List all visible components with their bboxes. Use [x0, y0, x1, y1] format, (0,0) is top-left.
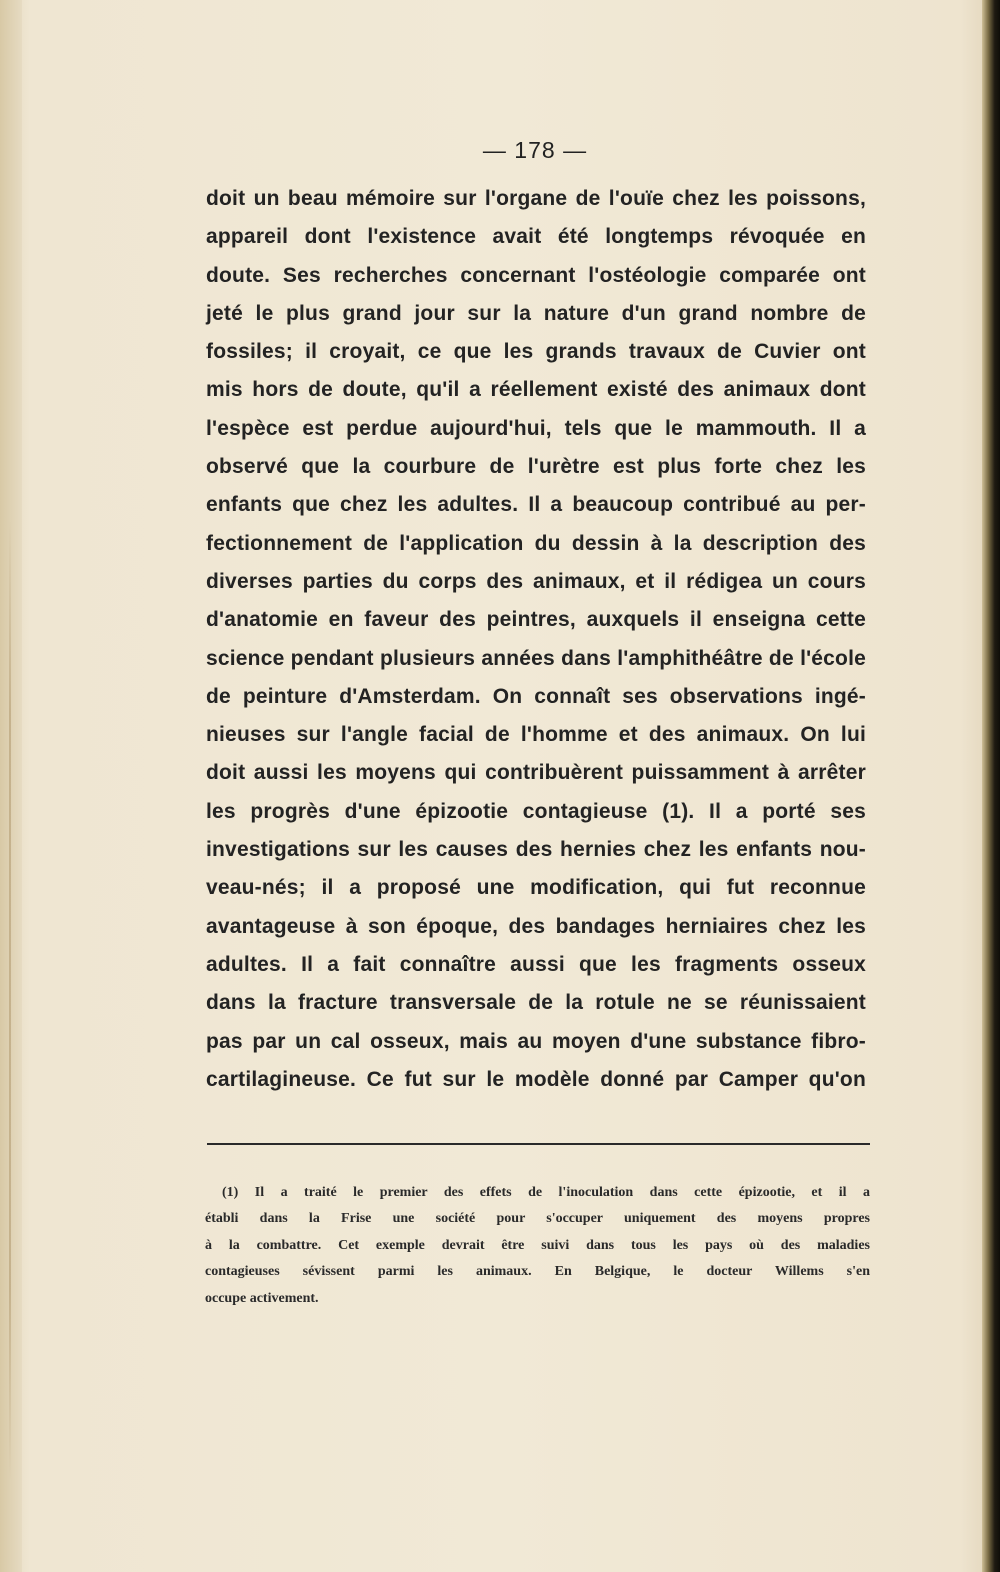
body-line: investigations sur les causes des hernies chez les enfants nou- [206, 838, 866, 862]
body-line: jeté le plus grand jour sur la nature d'un grand nombre de [206, 301, 866, 325]
footnote-line: établi dans la Frise une société pour s'occuper uniquement des moyens propres [205, 1211, 870, 1227]
body-line: adultes. Il a fait connaître aussi que les fragments osseux [206, 952, 866, 976]
body-line: d'anatomie en faveur des peintres, auxquels il enseigna cette [206, 608, 866, 632]
body-line: observé que la courbure de l'urètre est plus forte chez les [206, 455, 866, 479]
body-line: doit aussi les moyens qui contribuèrent puissamment à arrêter [206, 761, 866, 785]
footnote-divider [207, 1143, 870, 1145]
body-line: de peinture d'Amsterdam. On connaît ses observations ingé- [206, 684, 866, 708]
body-line: cartilagineuse. Ce fut sur le modèle donné par Camper qu'on [206, 1067, 866, 1091]
footnote-line: à la combattre. Cet exemple devrait être suivi dans tous les pays où des maladies [205, 1237, 870, 1253]
body-line: doute. Ses recherches concernant l'ostéologie comparée ont [206, 263, 866, 287]
footnote [205, 1180, 870, 1312]
body-line: nieuses sur l'angle facial de l'homme et des animaux. On lui [206, 723, 866, 747]
body-line: fossiles; il croyait, ce que les grands travaux de Cuvier ont [206, 340, 866, 364]
footnote-line: (1) Il a traité le premier des effets de l'inoculation dans cette épizootie, et il a [222, 1185, 870, 1200]
page-right-edge-shadow [982, 0, 1000, 1572]
body-line: diverses parties du corps des animaux, et il rédigea un cours [206, 569, 866, 593]
footnote-line: contagieuses sévissent parmi les animaux. En Belgique, le docteur Willems s'en [205, 1264, 870, 1280]
body-line: les progrès d'une épizootie contagieuse (1). Il a porté ses [206, 799, 866, 823]
body-line: enfants que chez les adultes. Il a beaucoup contribué au per- [206, 493, 866, 517]
body-line: mis hors de doute, qu'il a réellement existé des animaux dont [206, 378, 866, 402]
body-line: dans la fracture transversale de la rotule ne se réunissaient [206, 991, 866, 1015]
footnote-line: occupe activement. [205, 1290, 319, 1306]
body-line: l'espèce est perdue aujourd'hui, tels que le mammouth. Il a [206, 416, 866, 440]
body-line: veau-nés; il a proposé une modification, qui fut reconnue [206, 876, 866, 900]
page-number: — 178 — [482, 137, 588, 163]
body-line: fectionnement de l'application du dessin à la description des [206, 531, 866, 555]
body-line: appareil dont l'existence avait été longtemps révoquée en [206, 225, 866, 249]
page-left-margin-shadow [0, 0, 22, 1572]
binding-mark [9, 520, 11, 1480]
body-line: avantageuse à son époque, des bandages herniaires chez les [206, 914, 866, 938]
body-line: pas par un cal osseux, mais au moyen d'une substance fibro- [206, 1029, 866, 1053]
body-text [206, 180, 866, 1099]
body-line: doit un beau mémoire sur l'organe de l'ouïe chez les poissons, [206, 187, 866, 210]
body-line: science pendant plusieurs années dans l'amphithéâtre de l'école [206, 646, 866, 670]
